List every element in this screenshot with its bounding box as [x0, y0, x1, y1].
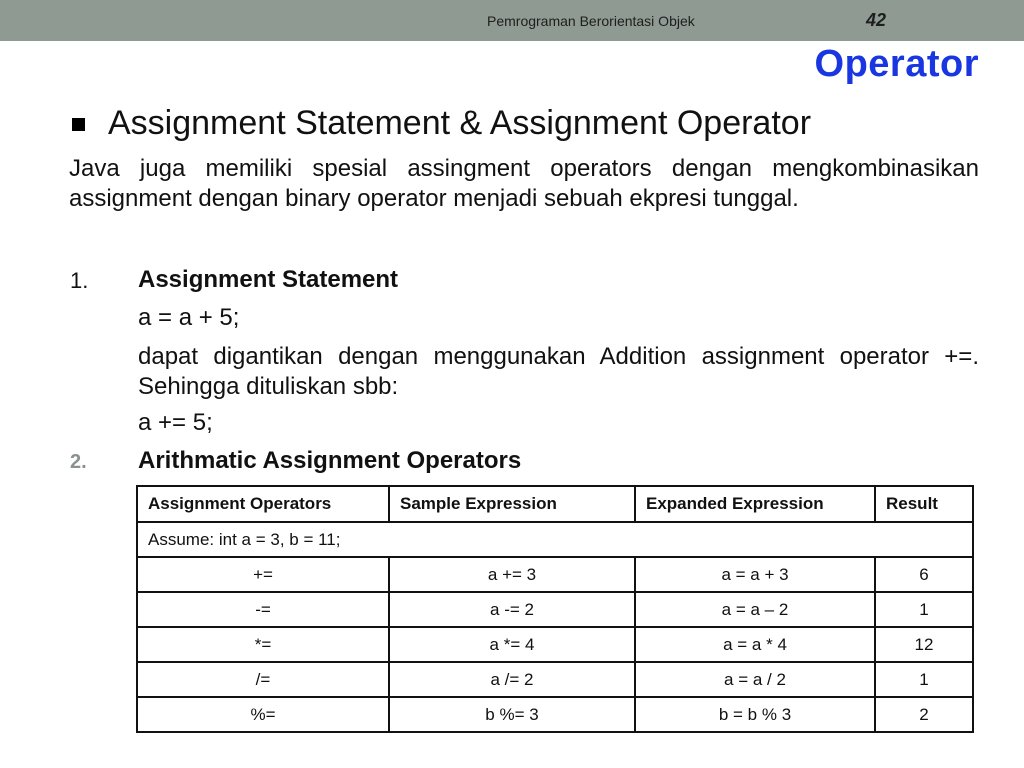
page-number: 42: [866, 10, 887, 30]
table-row: [137, 557, 973, 592]
item-number-1: 1.: [70, 268, 89, 293]
result-cell: 2: [875, 697, 973, 732]
item-heading-1: Assignment Statement: [138, 266, 399, 293]
table-header-row: [137, 486, 973, 522]
sample-cell: a /= 2: [389, 662, 635, 697]
header-bar: [0, 0, 1024, 41]
table-row: [137, 697, 973, 732]
expanded-cell: a = a / 2: [635, 662, 875, 697]
square-bullet-icon: [72, 118, 85, 131]
bullet-heading: Assignment Statement & Assignment Operator: [108, 104, 812, 142]
item-description: dapat digantikan dengan menggunakan Addition assignment operator +=. Sehingga dituliskan sbb:: [138, 343, 979, 400]
header-sample-expression: Sample Expression: [389, 486, 635, 522]
sample-cell: a += 3: [389, 557, 635, 592]
result-cell: 12: [875, 627, 973, 662]
item-number-2: 2.: [70, 451, 87, 473]
result-cell: 1: [875, 592, 973, 627]
operator-cell: -=: [137, 592, 389, 627]
expanded-cell: a = a * 4: [635, 627, 875, 662]
code-line-2: a += 5;: [138, 409, 213, 436]
header-assignment-operators: Assignment Operators: [137, 486, 389, 522]
operator-cell: %=: [137, 697, 389, 732]
intro-paragraph: Java juga memiliki spesial assingment operators dengan mengkombinasikan assignment dengan binary operator menjadi sebuah ekpresi tunggal.: [69, 155, 979, 212]
header-result: Result: [875, 486, 973, 522]
operator-cell: +=: [137, 557, 389, 592]
expanded-cell: a = a + 3: [635, 557, 875, 592]
expanded-cell: a = a – 2: [635, 592, 875, 627]
slide-title: Operator: [814, 43, 979, 85]
sample-cell: b %= 3: [389, 697, 635, 732]
expanded-cell: b = b % 3: [635, 697, 875, 732]
result-cell: 1: [875, 662, 973, 697]
operator-cell: /=: [137, 662, 389, 697]
operators-table: [136, 485, 974, 733]
assume-cell: Assume: int a = 3, b = 11;: [137, 522, 973, 557]
course-title: Pemrograman Berorientasi Objek: [487, 13, 695, 29]
code-line-1: a = a + 5;: [138, 304, 240, 331]
header-expanded-expression: Expanded Expression: [635, 486, 875, 522]
sample-cell: a -= 2: [389, 592, 635, 627]
sample-cell: a *= 4: [389, 627, 635, 662]
item-heading-2: Arithmatic Assignment Operators: [138, 447, 522, 474]
table-row: [137, 662, 973, 697]
table-row: [137, 592, 973, 627]
result-cell: 6: [875, 557, 973, 592]
assume-row: [137, 522, 973, 557]
table-row: [137, 627, 973, 662]
operator-cell: *=: [137, 627, 389, 662]
